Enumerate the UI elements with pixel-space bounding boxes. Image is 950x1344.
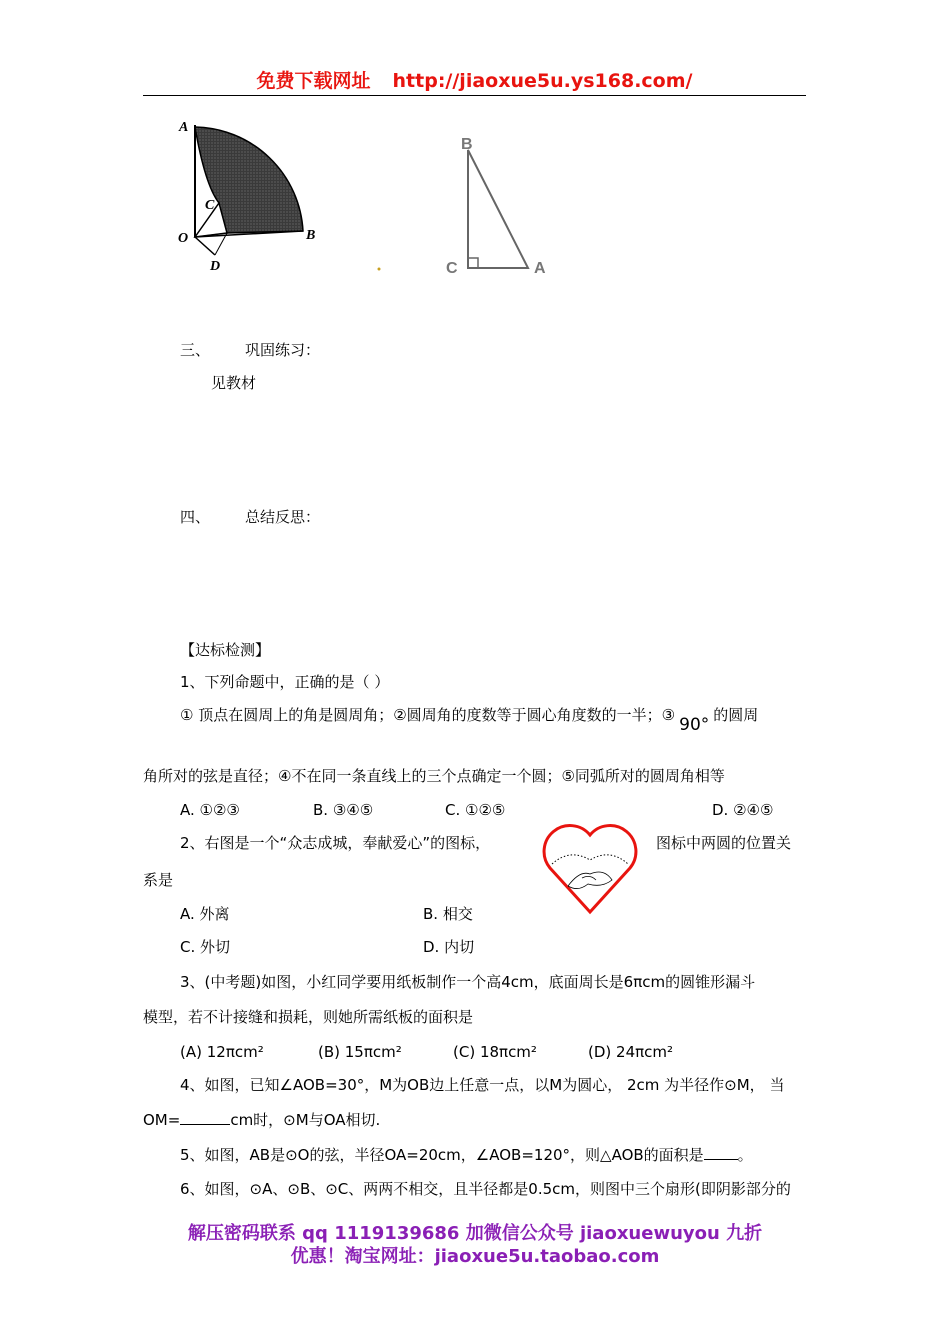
figure-sector xyxy=(175,115,325,275)
q3-option-a: (A) 12πcm² xyxy=(180,1043,264,1061)
q2-option-a: A. 外离 xyxy=(180,905,230,923)
fig1-label-a: A xyxy=(179,120,189,135)
header-url[interactable]: http://jiaoxue5u.ys168.com/ xyxy=(392,70,693,92)
q2-line1-b: 图标中两圆的位置关 xyxy=(656,834,792,852)
fig1-label-o: O xyxy=(178,231,189,246)
q1-line1-b: 的圆周 xyxy=(713,706,759,724)
q2-option-d: D. 内切 xyxy=(423,938,475,956)
q2-line1-a: 2、右图是一个“众志成城，奉献爱心”的图标， xyxy=(180,834,491,852)
stray-dot xyxy=(376,266,382,272)
q5-line-a: 5、如图，AB是⊙O的弦，半径OA=20cm，∠AOB=120°，则△AOB的面积是 xyxy=(180,1146,704,1164)
fig2-label-b: B xyxy=(461,136,473,153)
q3-option-d: (D) 24πcm² xyxy=(588,1043,674,1061)
page-header xyxy=(143,66,806,96)
section-3-number: 三、 xyxy=(180,341,211,359)
fig2-label-a: A xyxy=(534,260,546,277)
section-3-body: 见教材 xyxy=(211,374,257,392)
q2-option-c: C. 外切 xyxy=(180,938,231,956)
q3-option-c: (C) 18πcm² xyxy=(453,1043,537,1061)
q3-line1: 3、(中考题)如图，小红同学要用纸板制作一个高4cm，底面周长是6πcm的圆锥形漏斗 xyxy=(180,973,756,991)
fig1-label-d: D xyxy=(210,259,221,274)
q5-line xyxy=(180,1145,753,1165)
q4-line2 xyxy=(143,1110,380,1130)
section-3-title: 巩固练习： xyxy=(245,341,321,359)
section-4-title: 总结反思： xyxy=(245,508,321,526)
q3-option-b: (B) 15πcm² xyxy=(318,1043,402,1061)
q1-option-c: C. ①②⑤ xyxy=(445,801,506,819)
heart-icon xyxy=(542,818,638,916)
footer-line-2: 优惠！淘宝网址：jiaoxue5u.taobao.com xyxy=(290,1246,660,1267)
fig1-label-b: B xyxy=(306,228,316,243)
q4-answer-blank[interactable] xyxy=(180,1124,230,1125)
figure-right-triangle xyxy=(440,130,560,280)
q5-answer-blank[interactable] xyxy=(704,1159,738,1160)
section-4-number: 四、 xyxy=(180,508,211,526)
fig2-label-c: C xyxy=(446,260,458,277)
q1-angle: 90° xyxy=(679,715,710,735)
q4-line1: 4、如图，已知∠AOB=30°，M为OB边上任意一点，以M为圆心， 2cm 为半径作⊙M， 当 xyxy=(180,1076,785,1094)
footer-line-1: 解压密码联系 qq 1119139686 加微信公众号 jiaoxuewuyou 九折 xyxy=(187,1223,763,1244)
header-title: 免费下载网址 xyxy=(256,70,371,92)
q1-line1 xyxy=(180,705,759,735)
q1-option-a: A. ①②③ xyxy=(180,801,240,819)
fig1-label-c: C xyxy=(205,198,215,213)
q1-line1-a: ① 顶点在圆周上的角是圆周角；②圆周角的度数等于圆心角度数的一半；③ xyxy=(180,706,676,724)
q6-line1: 6、如图，⊙A、⊙B、⊙C、两两不相交，且半径都是0.5cm，则图中三个扇形(即阴影部分的 xyxy=(180,1180,791,1198)
q2-option-b: B. 相交 xyxy=(423,905,473,923)
test-heading: 【达标检测】 xyxy=(180,641,271,659)
q1-option-b: B. ③④⑤ xyxy=(313,801,374,819)
q1-stem: 1、下列命题中，正确的是（ ） xyxy=(180,673,390,691)
q2-line2: 系是 xyxy=(143,871,174,889)
q1-option-d: D. ②④⑤ xyxy=(712,801,774,819)
q4-line2-a: OM= xyxy=(143,1111,181,1129)
q1-line2: 角所对的弦是直径；④不在同一条直线上的三个点确定一个圆；⑤同弧所对的圆周角相等 xyxy=(143,767,725,785)
q5-line-b: 。 xyxy=(737,1146,753,1164)
q3-line2: 模型，若不计接缝和损耗，则她所需纸板的面积是 xyxy=(143,1008,474,1026)
q4-line2-b: cm时，⊙M与OA相切. xyxy=(230,1111,381,1129)
